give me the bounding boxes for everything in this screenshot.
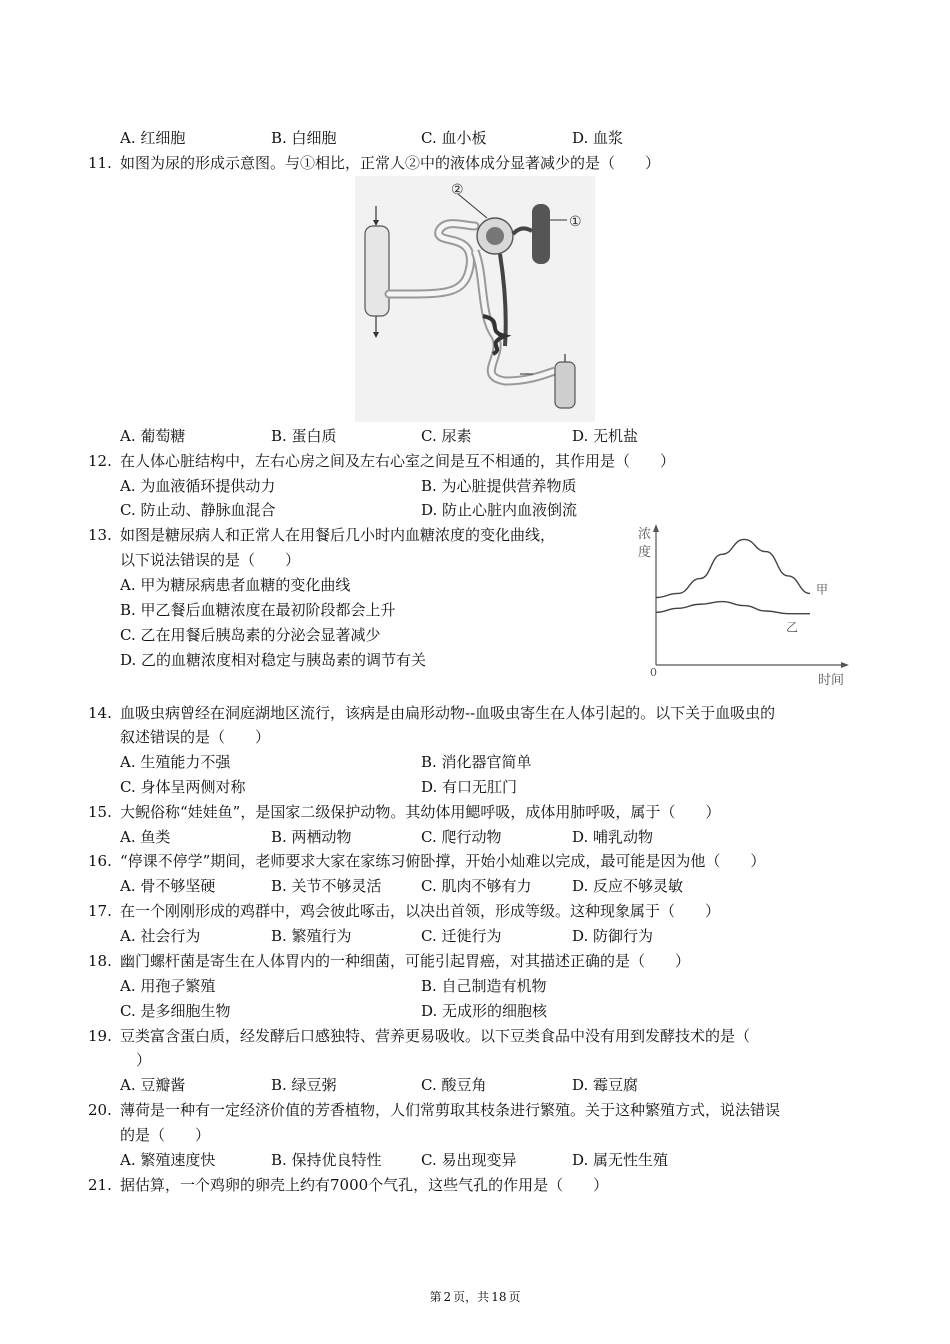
q10-option-d: D. 血浆 bbox=[572, 129, 624, 147]
q13-stem-line2: 以下说法错误的是（ ） bbox=[120, 551, 301, 569]
q13-option-a: A. 甲为糖尿病患者血糖的变化曲线 bbox=[120, 576, 351, 594]
q18-option-a: A. 用孢子繁殖 bbox=[120, 977, 216, 995]
q15-number: 15. bbox=[88, 803, 112, 821]
origin-label: 0 bbox=[650, 666, 657, 679]
q19-option-a: A. 豆瓣酱 bbox=[120, 1076, 186, 1094]
q19-option-b: B. 绿豆粥 bbox=[271, 1076, 337, 1094]
q16-option-c: C. 肌肉不够有力 bbox=[421, 877, 532, 895]
q13-option-b: B. 甲乙餐后血糖浓度在最初阶段都会上升 bbox=[120, 601, 396, 619]
q20-option-d: D. 属无性生殖 bbox=[572, 1151, 669, 1169]
q19-stem-line2: ） bbox=[136, 1051, 152, 1069]
q11-number: 11. bbox=[88, 154, 112, 172]
q13-option-d: D. 乙的血糖浓度相对稳定与胰岛素的调节有关 bbox=[120, 651, 427, 669]
q15-stem: 大鲵俗称“娃娃鱼”，是国家二级保护动物。其幼体用鳃呼吸，成体用肺呼吸，属于（ ） bbox=[120, 803, 721, 821]
q17-stem: 在一个刚刚形成的鸡群中，鸡会彼此啄击，以决出首领，形成等级。这种现象属于（ ） bbox=[120, 902, 721, 920]
q17-option-b: B. 繁殖行为 bbox=[271, 927, 352, 945]
q14-option-a: A. 生殖能力不强 bbox=[120, 753, 231, 771]
blood-glucose-chart bbox=[630, 520, 855, 690]
q13-number: 13. bbox=[88, 526, 112, 544]
q14-option-b: B. 消化器官简单 bbox=[421, 753, 532, 771]
footer-total: 18 bbox=[491, 1290, 507, 1304]
q12-option-b: B. 为心脏提供营养物质 bbox=[421, 477, 577, 495]
series-line-yi bbox=[656, 602, 810, 614]
q18-option-c: C. 是多细胞生物 bbox=[120, 1002, 231, 1020]
q20-stem-line2: 的是（ ） bbox=[120, 1126, 211, 1144]
q10-option-c: C. 血小板 bbox=[421, 129, 487, 147]
q18-option-d: D. 无成形的细胞核 bbox=[421, 1002, 548, 1020]
q13-stem-line1: 如图是糖尿病人和正常人在用餐后几小时内血糖浓度的变化曲线， bbox=[120, 526, 556, 544]
q19-number: 19. bbox=[88, 1027, 112, 1045]
q17-number: 17. bbox=[88, 902, 112, 920]
q20-stem-line1: 薄荷是一种有一定经济价值的芳香植物，人们常剪取其枝条进行繁殖。关于这种繁殖方式，说法错误 bbox=[120, 1101, 781, 1119]
y-axis-label-2: 度 bbox=[638, 545, 652, 560]
q19-option-c: C. 酸豆角 bbox=[421, 1076, 487, 1094]
q16-number: 16. bbox=[88, 852, 112, 870]
q14-number: 14. bbox=[88, 704, 112, 722]
q15-option-c: C. 爬行动物 bbox=[421, 828, 502, 846]
q12-option-d: D. 防止心脏内血液倒流 bbox=[421, 501, 578, 519]
q17-option-a: A. 社会行为 bbox=[120, 927, 201, 945]
q11-option-a: A. 葡萄糖 bbox=[120, 427, 186, 445]
q18-stem: 幽门螺杆菌是寄生在人体胃内的一种细菌，可能引起胃癌，对其描述正确的是（ ） bbox=[120, 952, 691, 970]
q14-option-d: D. 有口无肛门 bbox=[421, 778, 518, 796]
q21-stem: 据估算，一个鸡卵的卵壳上约有7000个气孔，这些气孔的作用是（ ） bbox=[120, 1176, 609, 1194]
q14-stem-line1: 血吸虫病曾经在洞庭湖地区流行，该病是由扁形动物--血吸虫寄生在人体引起的。以下关于血吸虫的 bbox=[120, 704, 776, 722]
q11-option-b: B. 蛋白质 bbox=[271, 427, 337, 445]
series-line-jia bbox=[656, 539, 810, 597]
q15-option-a: A. 鱼类 bbox=[120, 828, 171, 846]
q16-option-b: B. 关节不够灵活 bbox=[271, 877, 382, 895]
q20-number: 20. bbox=[88, 1101, 112, 1119]
q12-number: 12. bbox=[88, 452, 112, 470]
q17-option-d: D. 防御行为 bbox=[572, 927, 654, 945]
q18-number: 18. bbox=[88, 952, 112, 970]
q14-option-c: C. 身体呈两侧对称 bbox=[120, 778, 246, 796]
q17-option-c: C. 迁徙行为 bbox=[421, 927, 502, 945]
q16-option-d: D. 反应不够灵敏 bbox=[572, 877, 684, 895]
q14-stem-line2: 叙述错误的是（ ） bbox=[120, 728, 271, 746]
x-axis-label: 时间 bbox=[818, 673, 845, 688]
q16-option-a: A. 骨不够坚硬 bbox=[120, 877, 216, 895]
q20-option-b: B. 保持优良特性 bbox=[271, 1151, 382, 1169]
q20-option-a: A. 繁殖速度快 bbox=[120, 1151, 216, 1169]
footer-mid: 页，共 bbox=[453, 1290, 490, 1304]
fig-label-1: ① bbox=[569, 214, 582, 230]
q19-stem-line1: 豆类富含蛋白质，经发酵后口感独特、营养更易吸收。以下豆类食品中没有用到发酵技术的是（ bbox=[120, 1027, 751, 1045]
fig-label-2: ② bbox=[451, 182, 464, 198]
q21-number: 21. bbox=[88, 1176, 112, 1194]
q13-option-c: C. 乙在用餐后胰岛素的分泌会显著减少 bbox=[120, 626, 381, 644]
q10-option-a: A. 红细胞 bbox=[120, 129, 186, 147]
page-footer bbox=[0, 1288, 950, 1305]
q12-stem: 在人体心脏结构中，左右心房之间及左右心室之间是互不相通的，其作用是（ ） bbox=[120, 452, 676, 470]
footer-prefix: 第 bbox=[429, 1290, 442, 1304]
footer-page: 2 bbox=[443, 1290, 452, 1304]
q11-option-c: C. 尿素 bbox=[421, 427, 472, 445]
series-label-jia: 甲 bbox=[816, 582, 829, 597]
series-label-yi: 乙 bbox=[786, 620, 799, 635]
q15-option-b: B. 两栖动物 bbox=[271, 828, 352, 846]
q15-option-d: D. 哺乳动物 bbox=[572, 828, 654, 846]
q11-option-d: D. 无机盐 bbox=[572, 427, 639, 445]
q10-option-b: B. 白细胞 bbox=[271, 129, 337, 147]
q19-option-d: D. 霉豆腐 bbox=[572, 1076, 639, 1094]
q16-stem: “停课不停学”期间，老师要求大家在家练习俯卧撑，开始小灿难以完成，最可能是因为他（ ） bbox=[120, 852, 766, 870]
q11-stem: 如图为尿的形成示意图。与①相比，正常人②中的液体成分显著减少的是（ ） bbox=[120, 154, 661, 172]
y-axis-label-1: 浓 bbox=[638, 527, 652, 542]
q12-option-a: A. 为血液循环提供动力 bbox=[120, 477, 276, 495]
footer-suffix: 页 bbox=[508, 1290, 521, 1304]
q18-option-b: B. 自己制造有机物 bbox=[421, 977, 547, 995]
q12-option-c: C. 防止动、静脉血混合 bbox=[120, 501, 276, 519]
urine-formation-diagram bbox=[355, 176, 595, 422]
q20-option-c: C. 易出现变异 bbox=[421, 1151, 517, 1169]
